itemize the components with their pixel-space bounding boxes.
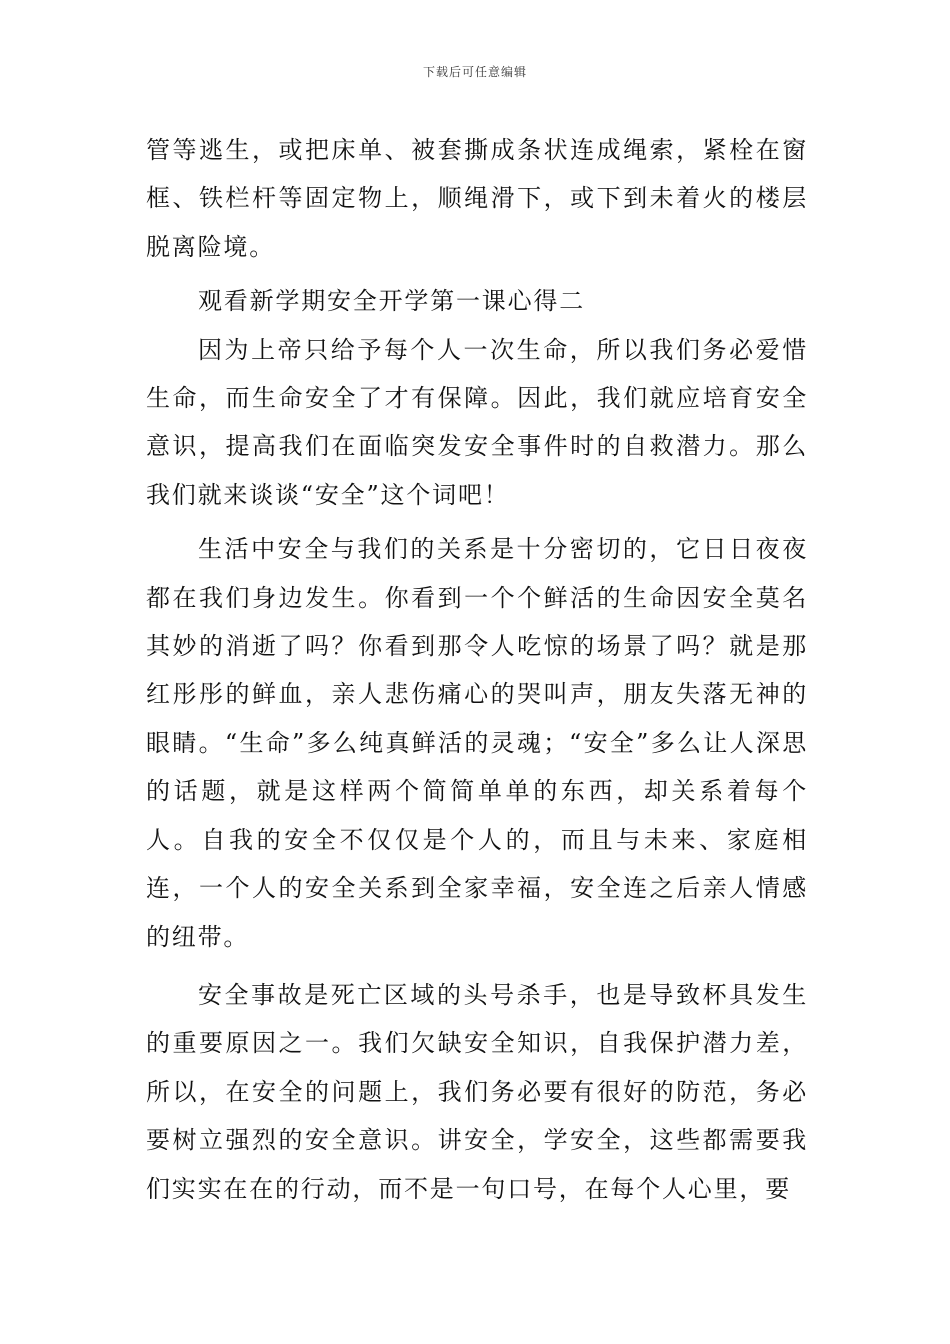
paragraph: 生活中安全与我们的关系是十分密切的，它日日夜夜都在我们身边发生。你看到一个个鲜活的生命因安全莫名其妙的消逝了吗？你看到那令人吃惊的场景了吗？就是那红彤彤的鲜血，亲人悲伤痛心的哭叫声，朋友失落无神的眼睛。“生命”多么纯真鲜活的灵魂；“安全”多么让人深思的话题，就是这样两个简简单单的东西，却关系着每个人。自我的安全不仅仅是个人的，而且与未来、家庭相连，一个人的安全关系到全家幸福，安全连之后亲人情感的纽带。 xyxy=(146,535,808,951)
paragraph: 安全事故是死亡区域的头号杀手，也是导致杯具发生的重要原因之一。我们欠缺安全知识，自我保护潜力差，所以，在安全的问题上，我们务必要有很好的防范，务必要树立强烈的安全意识。讲安全，学安全，这些都需要我们实实在在的行动，而不是一句口号，在每个人心里，要 xyxy=(146,980,808,1203)
page-header: 下载后可任意编辑 xyxy=(422,65,527,79)
section-heading: 观看新学期安全开学第一课心得二 xyxy=(198,287,585,316)
paragraph: 因为上帝只给予每个人一次生命，所以我们务必爱惜生命，而生命安全了才有保障。因此，我们就应培育安全意识，提高我们在面临突发安全事件时的自救潜力。那么我们就来谈谈“安全”这个词吧！ xyxy=(146,335,808,509)
paragraph-continuation: 管等逃生，或把床单、被套撕成条状连成绳索，紧栓在窗框、铁栏杆等固定物上，顺绳滑下，或下到未着火的楼层脱离险境。 xyxy=(146,136,808,261)
document-body xyxy=(146,126,808,1213)
